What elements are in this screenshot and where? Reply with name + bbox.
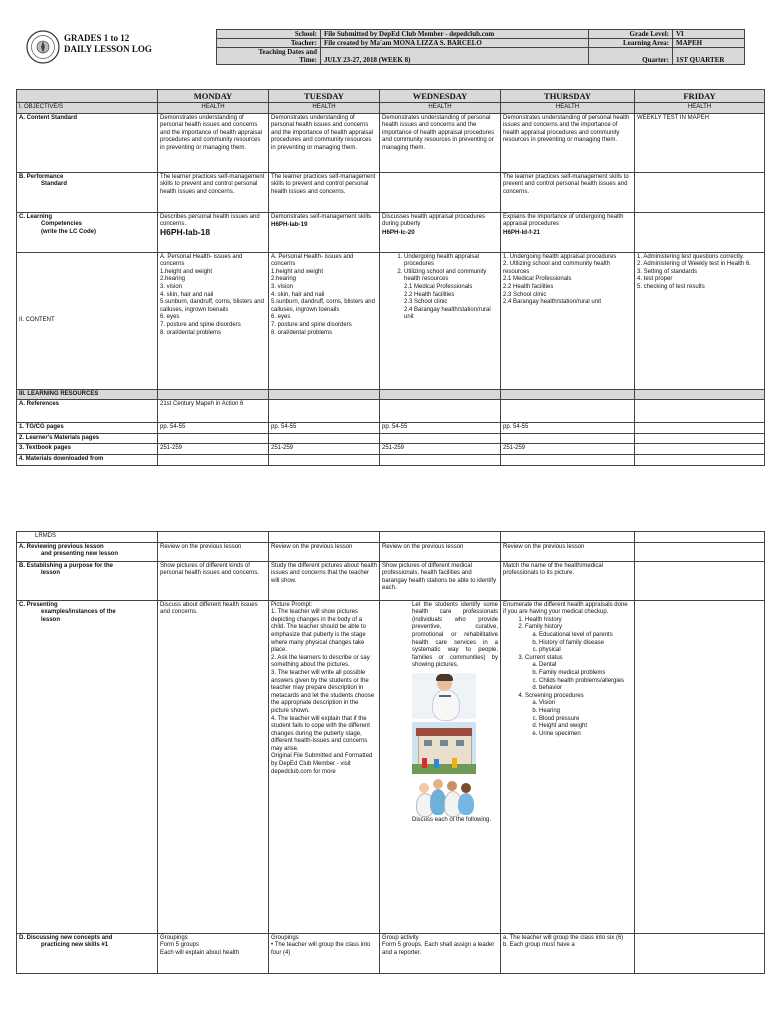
- content-thu: [501, 252, 635, 389]
- lrmds-label: LRMDS: [17, 532, 158, 543]
- content-mon-item: 4. skin, hair and nail: [160, 291, 214, 298]
- tg-wed: pp. 54-55: [380, 423, 501, 434]
- tg-mon: pp. 54-55: [158, 423, 269, 434]
- picture-prompt-heading: Picture Prompt:: [271, 601, 313, 608]
- content-mon-item: 3. vision: [160, 283, 183, 290]
- content-thu-item: 1. Undergoing health appraisal procedures: [503, 253, 617, 260]
- textbook-label: 3. Textbook pages: [17, 444, 158, 455]
- competency-thu-code: H6PH-Id-f-21: [503, 228, 541, 236]
- content-thu-item: 2.1 Medical Professionals: [503, 276, 572, 283]
- purpose-label-line1: B. Establishing a purpose for the: [19, 562, 114, 569]
- time-value: JULY 23-27, 2018 (WEEK 8): [321, 48, 589, 65]
- quarter-value: 1ST QUARTER: [673, 48, 745, 65]
- medical-team-photo: [412, 777, 476, 815]
- health-appraisal-item-label: Screening procedures: [525, 692, 584, 699]
- health-appraisal-item: 1. Health history: [525, 617, 632, 625]
- teacher-value: File created by Ma'am MONA LIZZA S. BARCELO: [321, 39, 589, 48]
- tg-tue: pp. 54-55: [269, 423, 380, 434]
- review-mon: Review on the previous lesson: [158, 542, 269, 561]
- presenting-label: [17, 600, 158, 933]
- health-appraisal-subitem: d. behavior: [539, 685, 632, 693]
- competency-thu-text: Explains the importance of undergoing health appraisal procedures: [503, 213, 624, 228]
- purpose-mon: Show pictures of different kinds of personal health issues and concerns.: [158, 561, 269, 600]
- resources-label: III. LEARNING RESOURCES: [17, 389, 158, 400]
- health-appraisal-subitem: d. Height and weight: [539, 723, 632, 731]
- competency-label-line2: Competencies: [41, 221, 83, 228]
- health-appraisal-item: [525, 624, 632, 654]
- competency-label-line1: C. Learning: [19, 213, 53, 220]
- content-mon-item: 6. eyes: [160, 314, 180, 321]
- content-mon-item: 8. oral/dental problems: [160, 329, 222, 336]
- content-standard-tue: Demonstrates understanding of personal health issues and concerns and the importance of health appraisal procedures and community resources in preventing or managing them.: [269, 113, 380, 172]
- content-standard-thu: Demonstrates understanding of personal health issues and concerns and the importance of health appraisal procedures and community resources in preventing or managing them.: [501, 113, 635, 172]
- health-appraisal-subitem: c. Childs health problems/allergies: [539, 678, 632, 686]
- competency-tue: [269, 212, 380, 252]
- content-thu-item: 2.3 School clinic: [503, 291, 547, 298]
- content-tue-item: 5.sunburn, dandruff, corns, blisters and calluses, ingrown toenails: [271, 299, 375, 313]
- content-fri-item: 5. checking of test results: [637, 283, 705, 290]
- subject-wednesday: HEALTH: [380, 103, 501, 114]
- presenting-wed-foot: Discuss each of the following.: [412, 816, 492, 823]
- title-line-2: DAILY LESSON LOG: [64, 44, 152, 54]
- content-wed: [380, 252, 501, 389]
- health-appraisal-subitem: a. Dental: [539, 662, 632, 670]
- tg-thu: pp. 54-55: [501, 423, 635, 434]
- area-value: MAPEH: [673, 39, 745, 48]
- content-label: II. CONTENT: [17, 252, 158, 389]
- day-tuesday: TUESDAY: [269, 90, 380, 103]
- content-standard-label: A. Content Standard: [17, 113, 158, 172]
- materials-label: 4. Materials downloaded from: [17, 454, 158, 465]
- content-wed-item-2: 2. Utilizing school and community health resources: [404, 269, 498, 284]
- presenting-label-line3: lesson: [41, 616, 61, 623]
- discussing-label-line1: D. Discussing new concepts and: [19, 934, 113, 941]
- weekly-test-note: WEEKLY TEST IN MAPEH: [635, 113, 765, 172]
- picture-prompt-step: 3. The teacher will write all possible answers given by the students or the teacher may prepare description in metacards and let the students choose the appropriate description in the picture shown.: [271, 669, 375, 714]
- dates-label: Teaching Dates and: [258, 48, 317, 56]
- health-appraisal-item: [525, 655, 632, 693]
- performance-tue: The learner practices self-management skills to prevent and control personal health issues and concerns.: [269, 172, 380, 212]
- textbook-thu: 251-259: [501, 444, 635, 455]
- day-thursday: THURSDAY: [501, 90, 635, 103]
- performance-mon: The learner practices self-management skills to prevent and control personal health issues and concerns.: [158, 172, 269, 212]
- picture-prompt-step: 1. The teacher will show pictures depicting changes in the body of a child. The teacher should be able to emphasize that puberty is the stage where many physical changes take place.: [271, 609, 366, 654]
- health-appraisal-subitem: a. Vision: [539, 700, 632, 708]
- presenting-thu: [501, 600, 635, 933]
- discussing-label-line2: practicing new skills #1: [41, 942, 109, 949]
- doctor-photo: [412, 673, 476, 719]
- competency-wed: [380, 212, 501, 252]
- time-label: Time:: [299, 56, 317, 64]
- references-mon: 21st Century Mapeh in Action 6: [158, 400, 269, 423]
- review-thu: Review on the previous lesson: [501, 542, 635, 561]
- competency-label-line3: (write the LC Code): [41, 228, 96, 235]
- content-mon-item: 5.sunburn, dandruff, corns, blisters and calluses, ingrown toenails: [160, 299, 264, 313]
- content-mon-item: 2.hearing: [160, 276, 186, 283]
- competency-fri: [635, 212, 765, 252]
- purpose-tue: Study the different pictures about health issues and concerns that the teacher will show.: [269, 561, 380, 600]
- presenting-tue: [269, 600, 380, 933]
- competency-wed-code: H6PH-Ic-20: [382, 228, 415, 236]
- health-appraisal-item-label: Current status: [525, 654, 563, 661]
- content-standard-wed: Demonstrates understanding of personal health issues and concerns and the importance of health appraisal procedures and community resources in preventing or managing them.: [380, 113, 501, 172]
- content-mon-head: A. Personal Health- issues and concerns: [160, 253, 243, 268]
- content-fri: [635, 252, 765, 389]
- performance-label: [17, 172, 158, 212]
- content-tue-item: 3. vision: [271, 283, 294, 290]
- presenting-wed: [380, 600, 501, 933]
- health-appraisal-subitem: b. History of family disease: [539, 640, 632, 648]
- day-friday: FRIDAY: [635, 90, 765, 103]
- content-mon-item: 7. posture and spine disorders: [160, 321, 241, 328]
- competency-wed-text: Discusses health appraisal procedures during puberty: [382, 213, 486, 228]
- title-line-1: GRADES 1 to 12: [64, 33, 130, 43]
- review-wed: Review on the previous lesson: [380, 542, 501, 561]
- discussing-tue: Groupings • The teacher will group the class into four (4): [269, 933, 380, 973]
- content-wed-subitem: 2.4 Barangay health/station/rural unit: [404, 306, 491, 321]
- presenting-thu-intro: Enumerate the different health appraisals done if you are having your medical checkup.: [503, 601, 628, 616]
- performance-thu: The learner practices self-management skills to prevent and control personal health issues and concerns.: [501, 172, 635, 212]
- discussing-mon: Groupings Form 5 groups Each will explain about health: [158, 933, 269, 973]
- presenting-wed-text: Let the students identify some health care professionals (individuals who provide preventive, curative, promotional or rehabilitative health care services in a systematic way to people, families or communities) by showing pictures.: [412, 601, 498, 669]
- lm-label: 2. Learner's Materials pages: [17, 433, 158, 444]
- tg-label: 1. TG/CG pages: [17, 423, 158, 434]
- content-fri-item: 1. Administering test questions correctly.: [637, 253, 744, 260]
- depedclub-credit: Original File Submitted and Formatted by DepEd Club Member - visit depedclub.com for more: [271, 753, 373, 775]
- deped-seal-icon: [26, 30, 60, 64]
- presenting-mon: Discuss about different health issues and concerns.: [158, 600, 269, 933]
- content-tue-item: 8. oral/dental problems: [271, 329, 333, 336]
- competency-tue-code: H6PH-Iab-19: [271, 221, 308, 229]
- competency-mon-text: Describes personal health issues and concerns.: [160, 213, 260, 228]
- subject-tuesday: HEALTH: [269, 103, 380, 114]
- health-appraisal-subitem: c. Blood pressure: [539, 716, 632, 724]
- competency-mon-code: H6PH-Iab-18: [160, 226, 211, 237]
- review-tue: Review on the previous lesson: [269, 542, 380, 561]
- competency-mon: [158, 212, 269, 252]
- review-label-line2: and presenting new lesson: [41, 551, 119, 558]
- document-title: [64, 33, 152, 55]
- day-wednesday: WEDNESDAY: [380, 90, 501, 103]
- content-wed-subitem: 2.2 Health facilities: [404, 291, 455, 298]
- health-appraisal-subitem: e. Urine specimen: [539, 731, 632, 739]
- content-thu-item: 2.4 Barangay health/station/rural unit: [503, 299, 602, 306]
- content-tue-item: 4. skin, hair and nail: [271, 291, 325, 298]
- competency-tue-text: Demonstrates self-management skills: [271, 213, 372, 220]
- performance-label-line1: B. Performance: [19, 173, 64, 180]
- content-fri-item: 2. Administering of Weekly test in Health 6.: [637, 261, 751, 268]
- presenting-label-line2: examples/instances of the: [41, 609, 116, 616]
- content-tue-item: 1.height and weight: [271, 268, 324, 275]
- area-label: Learning Area:: [589, 39, 673, 48]
- header-info-table: [216, 29, 745, 65]
- subject-thursday: HEALTH: [501, 103, 635, 114]
- health-appraisal-subitem: c. physical: [539, 647, 632, 655]
- health-appraisal-item-label: Family history: [525, 624, 563, 631]
- purpose-wed: Show pictures of different medical professionals, health facilities and barangay health stations be able to identify each.: [380, 561, 501, 600]
- performance-label-line2: Standard: [41, 181, 68, 188]
- content-fri-item: 3. Setting of standards: [637, 268, 698, 275]
- corner-cell: [17, 90, 158, 103]
- teacher-label: Teacher:: [217, 39, 321, 48]
- purpose-thu: Match the name of the health/medical professionals to its picture.: [501, 561, 635, 600]
- picture-prompt-step: 4. The teacher will explain that if the student fails to cope with the different changes during the puberty stage, different health-issues and concerns may arise.: [271, 715, 370, 752]
- purpose-label-line2: lesson: [41, 570, 61, 577]
- competency-thu: [501, 212, 635, 252]
- discussing-thu: a. The teacher will group the class into six (6) b. Each group must have a: [501, 933, 635, 973]
- textbook-tue: 251-259: [269, 444, 380, 455]
- presenting-label-line1: C. Presenting: [19, 601, 58, 608]
- content-mon: [158, 252, 269, 389]
- competency-label: [17, 212, 158, 252]
- performance-wed: [380, 172, 501, 212]
- discussing-label: [17, 933, 158, 973]
- quarter-label: Quarter:: [589, 48, 673, 65]
- content-tue-item: 2.hearing: [271, 276, 297, 283]
- discussing-wed: Group activity Form 5 groups. Each shall assign a leader and a reporter.: [380, 933, 501, 973]
- lesson-log-table-part2: [16, 531, 765, 974]
- grade-label: Grade Level:: [589, 30, 673, 39]
- purpose-label: [17, 561, 158, 600]
- content-mon-item: 1.height and weight: [160, 268, 213, 275]
- review-label: [17, 542, 158, 561]
- review-label-line1: A. Reviewing previous lesson: [19, 543, 104, 550]
- content-wed-item-1: 1. Undergoing health appraisal procedures: [404, 254, 498, 269]
- hospital-building-photo: [412, 722, 476, 774]
- dates-time-label: [217, 48, 321, 65]
- content-tue-head: A. Personal Health- issues and concerns: [271, 253, 354, 268]
- grade-value: VI: [673, 30, 745, 39]
- content-fri-item: 4. test proper: [637, 276, 673, 283]
- content-thu-item: 2.2 Health facilities: [503, 283, 554, 290]
- content-wed-subitem: 2.1 Medical Professionals: [404, 283, 473, 290]
- lesson-log-table-part1: [16, 89, 765, 466]
- content-standard-mon: Demonstrates understanding of personal health issues and concerns and the importance of health appraisal procedures and community resources in preventing or managing them.: [158, 113, 269, 172]
- subject-friday: HEALTH: [635, 103, 765, 114]
- content-tue-item: 6. eyes: [271, 314, 291, 321]
- health-appraisal-item: [525, 693, 632, 739]
- health-appraisal-subitem: b. Family medical problems: [539, 670, 632, 678]
- textbook-wed: 251-259: [380, 444, 501, 455]
- textbook-mon: 251-259: [158, 444, 269, 455]
- content-tue: [269, 252, 380, 389]
- objectives-label: I. OBJECTIVE/S: [17, 103, 158, 114]
- content-tue-item: 7. posture and spine disorders: [271, 321, 352, 328]
- performance-fri: [635, 172, 765, 212]
- picture-prompt-step: 2. Ask the learners to describe or say something about the pictures.: [271, 654, 370, 669]
- subject-monday: HEALTH: [158, 103, 269, 114]
- school-value: File Submitted by DepEd Club Member - depedclub.com: [321, 30, 589, 39]
- content-thu-item: 2. Utilizing school and community health resources: [503, 261, 611, 275]
- content-wed-subitem: 2.3 School clinic: [404, 299, 448, 306]
- school-label: School:: [217, 30, 321, 39]
- day-monday: MONDAY: [158, 90, 269, 103]
- references-label: A. References: [17, 400, 158, 423]
- health-appraisal-subitem: b. Hearing: [539, 708, 632, 716]
- health-appraisal-subitem: a. Educational level of parents: [539, 632, 632, 640]
